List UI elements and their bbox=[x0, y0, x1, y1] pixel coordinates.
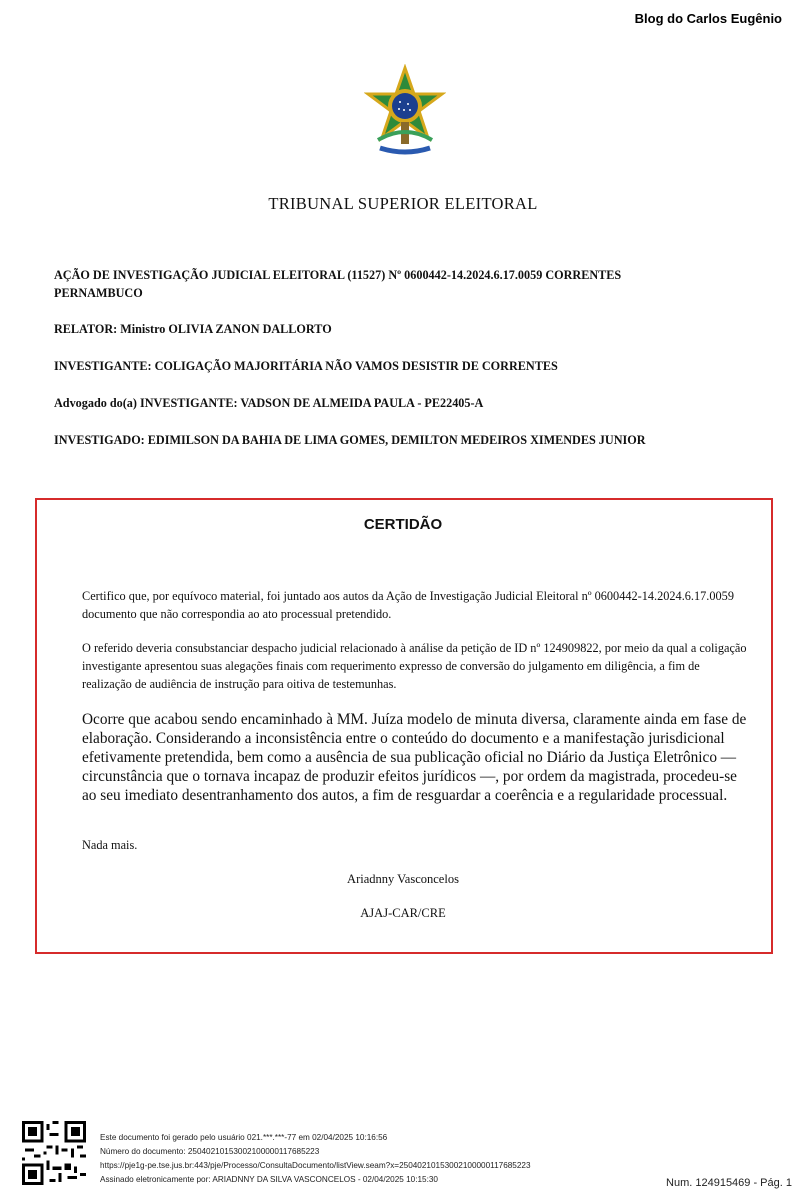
investigado-line: INVESTIGADO: EDIMILSON DA BAHIA DE LIMA GOMES, DEMILTON MEDEIROS XIMENDES JUNIOR bbox=[54, 433, 646, 447]
paragraph-3: Ocorre que acabou sendo encaminhado à MM. Juíza modelo de minuta diversa, claramente ainda em fase de elaboração. Considerando a inconsistência entre o conteúdo do documento e a manifestação jurisdicional efetivamente pretendida, bem como a ausência de sua publicação oficial no Diário da Justiça Eletrônico — circunstância que o tornava incapaz de produzir efeitos jurídicos —, por ordem da magistrada, procedeu-se ao seu imediato desentranhamento dos autos, a fim de resguardar a coerência e a regularidade processual. bbox=[82, 711, 747, 804]
footer-url[interactable]: https://pje1g-pe.tse.jus.br:443/pje/Processo/ConsultaDocumento/listView.seam?x=25040210153002100000117685223 bbox=[100, 1161, 531, 1170]
case-action-line-cont: PERNAMBUCO bbox=[54, 286, 143, 300]
paragraph-1: Certifico que, por equívoco material, foi juntado aos autos da Ação de Investigação Judicial Eleitoral nº 0600442-14.2024.6.17.0059 documento que não correspondia ao ato processual pretendido. bbox=[82, 589, 734, 621]
page-number: Num. 124915469 - Pág. 1 bbox=[666, 1177, 792, 1189]
advogado-line: Advogado do(a) INVESTIGANTE: VADSON DE ALMEIDA PAULA - PE22405-A bbox=[54, 396, 484, 410]
footer-signature-line: Assinado eletronicamente por: ARIADNNY DA SILVA VASCONCELOS - 02/04/2025 10:15:30 bbox=[100, 1175, 438, 1184]
footer-generated-line: Este documento foi gerado pelo usuário 021.***.***-77 em 02/04/2025 10:16:56 bbox=[100, 1133, 388, 1142]
signer-unit: AJAJ-CAR/CRE bbox=[360, 906, 446, 920]
certificate-title: CERTIDÃO bbox=[363, 516, 443, 533]
court-name: TRIBUNAL SUPERIOR ELEITORAL bbox=[268, 194, 538, 213]
relator-line: RELATOR: Ministro OLIVIA ZANON DALLORTO bbox=[54, 322, 332, 336]
closing-text: Nada mais. bbox=[82, 838, 138, 852]
footer-document-number: Número do documento: 25040210153002100000117685223 bbox=[100, 1147, 320, 1156]
qr-code-icon bbox=[22, 1121, 86, 1185]
case-action-line: AÇÃO DE INVESTIGAÇÃO JUDICIAL ELEITORAL (11527) Nº 0600442-14.2024.6.17.0059 CORRENTES bbox=[54, 268, 622, 282]
coat-of-arms-icon bbox=[364, 64, 446, 164]
signer-name: Ariadnny Vasconcelos bbox=[347, 872, 459, 886]
paragraph-2: O referido deveria consubstanciar despacho judicial relacionado à análise da petição de ID nº 124909822, por meio da qual a coligação investigante apresentou suas alegações finais com requerimento expresso de conversão do julgamento em diligência, a fim de realização de audiência de instrução para oitiva de testemunhas. bbox=[82, 641, 747, 691]
watermark-text: Blog do Carlos Eugênio bbox=[634, 11, 782, 26]
investigante-line: INVESTIGANTE: COLIGAÇÃO MAJORITÁRIA NÃO VAMOS DESISTIR DE CORRENTES bbox=[54, 359, 558, 373]
